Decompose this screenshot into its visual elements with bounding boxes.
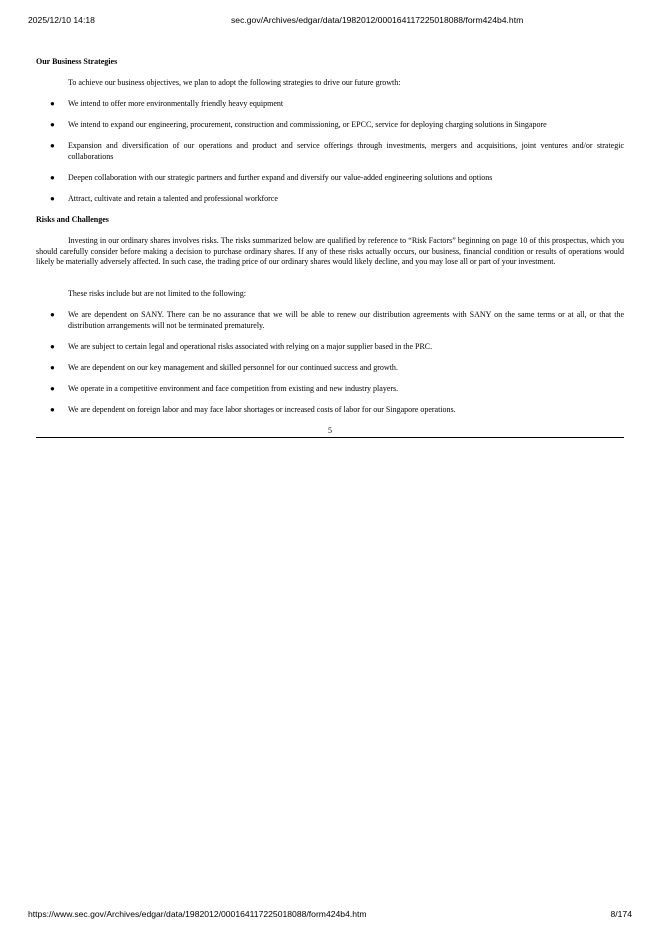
list-item (36, 405, 624, 416)
list-item-text: We operate in a competitive environment and face competition from existing and new industry players. (68, 384, 399, 393)
list-item-text: We are dependent on SANY. There can be no assurance that we will be able to renew our distribution agreements with SANY on the same terms or at all, or that the distribution arrangements will not be terminated prematurely. (68, 310, 624, 330)
list-item-text: Deepen collaboration with our strategic partners and further expand and diversify our value-added engineering solutions and options (68, 173, 493, 182)
bullet-icon: ● (50, 173, 55, 182)
risks-intro: These risks include but are not limited to the following: (68, 289, 246, 298)
list-item (36, 173, 624, 184)
list-item-text: We are dependent on our key management and skilled personnel for our continued success and growth. (68, 363, 398, 372)
list-item (36, 194, 624, 205)
bullet-icon: ● (50, 141, 55, 150)
bullet-icon: ● (50, 363, 55, 372)
list-item (36, 310, 624, 331)
strategies-intro: To achieve our business objectives, we plan to adopt the following strategies to drive our future growth: (68, 78, 401, 87)
bullet-icon: ● (50, 342, 55, 351)
list-item-text: We intend to expand our engineering, procurement, construction and commissioning, or EPCC, service for deploying charging solutions in Singapore (68, 120, 547, 129)
print-url: sec.gov/Archives/edgar/data/1982012/000164117225018088/form424b4.htm (231, 15, 524, 25)
list-item-text: We are subject to certain legal and operational risks associated with relying on a major supplier based in the PRC. (68, 342, 433, 351)
bullet-icon: ● (50, 120, 55, 129)
list-item (36, 363, 624, 374)
list-item (36, 384, 624, 395)
list-item-text: Expansion and diversification of our operations and product and service offerings through investments, mergers and acquisitions, joint ventures and/or strategic collaborations (68, 141, 624, 161)
bullet-icon: ● (50, 384, 55, 393)
risks-paragraph: Investing in our ordinary shares involves risks. The risks summarized below are qualified by reference to “Risk Factors” beginning on page 10 of this prospectus, which you should carefully consider before making a decision to purchase ordinary shares. If any of these risks actually occurs, our business, financial condition or results of operations would likely be materially adversely affected. In such case, the trading price of our ordinary shares would likely decline, and you may lose all or part of your investment. (36, 236, 624, 267)
strategies-heading: Our Business Strategies (36, 57, 118, 66)
list-item (36, 99, 624, 110)
bullet-icon: ● (50, 405, 55, 414)
footer-page-count: 8/174 (610, 909, 632, 919)
list-item-text: Attract, cultivate and retain a talented and professional workforce (68, 194, 278, 203)
page-divider (36, 437, 624, 438)
print-datetime: 2025/12/10 14:18 (28, 15, 95, 25)
bullet-icon: ● (50, 310, 55, 319)
list-item-text: We are dependent on foreign labor and may face labor shortages or increased costs of labor for our Singapore operations. (68, 405, 456, 414)
bullet-icon: ● (50, 194, 55, 203)
risks-heading: Risks and Challenges (36, 215, 109, 224)
list-item-text: We intend to offer more environmentally friendly heavy equipment (68, 99, 284, 108)
list-item (36, 342, 624, 353)
list-item (36, 141, 624, 162)
footer-url: https://www.sec.gov/Archives/edgar/data/1982012/000164117225018088/form424b4.htm (28, 909, 367, 919)
page-number: 5 (328, 426, 332, 435)
bullet-icon: ● (50, 99, 55, 108)
list-item (36, 120, 624, 131)
